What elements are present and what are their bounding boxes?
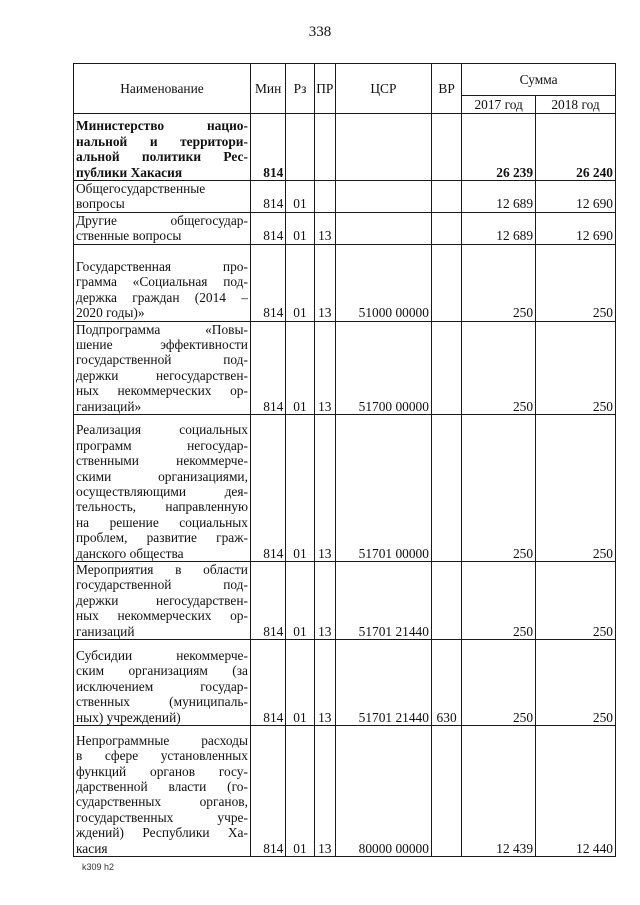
row-name: Реализация социальных программ негосудар- ственными некоммерче- скими организациями, осуществляющими дея- тельность, направленную на решение социальных проблем, развитие граж- данского общества bbox=[74, 415, 251, 562]
header-pr: ПР bbox=[314, 64, 335, 114]
row-min: 814 bbox=[250, 244, 285, 321]
row-sum-2018: 12 440 bbox=[536, 726, 616, 857]
row-csr: 80000 00000 bbox=[335, 726, 431, 857]
budget-table bbox=[73, 63, 616, 857]
row-rz: 01 bbox=[286, 562, 314, 640]
table-row bbox=[74, 244, 616, 321]
header-sum: Сумма bbox=[462, 64, 616, 96]
row-sum-2018: 12 690 bbox=[536, 212, 616, 244]
row-pr bbox=[314, 114, 335, 181]
row-name: Непрограммные расходы в сфере установленных функций органов госу- дарственной власти (го- сударственных органов, государственных учре- ждений) Республики Ха- касия bbox=[74, 726, 251, 857]
row-vr bbox=[431, 244, 461, 321]
row-min: 814 bbox=[250, 181, 285, 213]
header-year-2018: 2018 год bbox=[536, 96, 616, 114]
row-csr bbox=[335, 114, 431, 181]
row-vr bbox=[431, 114, 461, 181]
row-csr: 51701 21440 bbox=[335, 640, 431, 726]
footer-code: k309 h2 bbox=[82, 862, 115, 872]
row-sum-2017: 12 689 bbox=[462, 212, 536, 244]
row-min: 814 bbox=[250, 726, 285, 857]
row-name: Подпрограмма «Повы- шение эффективности государственной под- держки негосударствен- ных некоммерческих ор- ганизаций» bbox=[74, 321, 251, 414]
row-pr: 13 bbox=[314, 640, 335, 726]
row-sum-2017: 250 bbox=[462, 415, 536, 562]
table-body bbox=[74, 114, 616, 857]
row-pr: 13 bbox=[314, 212, 335, 244]
row-sum-2018: 26 240 bbox=[536, 114, 616, 181]
row-csr: 51000 00000 bbox=[335, 244, 431, 321]
row-vr bbox=[431, 321, 461, 414]
row-rz: 01 bbox=[286, 415, 314, 562]
row-sum-2017: 26 239 bbox=[462, 114, 536, 181]
header-year-2017: 2017 год bbox=[462, 96, 536, 114]
row-rz: 01 bbox=[286, 212, 314, 244]
header-vr: ВР bbox=[431, 64, 461, 114]
row-pr: 13 bbox=[314, 244, 335, 321]
table-row bbox=[74, 726, 616, 857]
row-vr bbox=[431, 562, 461, 640]
row-name: Субсидии некоммерче- ским организациям (за исключением государ- ственных (муниципаль- ных) учреждений) bbox=[74, 640, 251, 726]
row-sum-2018: 12 690 bbox=[536, 181, 616, 213]
row-name: Государственная про- грамма «Социальная под- держка граждан (2014 – 2020 годы)» bbox=[74, 244, 251, 321]
table-row bbox=[74, 321, 616, 414]
row-sum-2018: 250 bbox=[536, 415, 616, 562]
row-min: 814 bbox=[250, 640, 285, 726]
row-vr bbox=[431, 212, 461, 244]
row-name: Общегосударственные вопросы bbox=[74, 181, 251, 213]
row-vr bbox=[431, 726, 461, 857]
table-row bbox=[74, 181, 616, 213]
row-sum-2018: 250 bbox=[536, 562, 616, 640]
row-name: Мероприятия в области государственной под- держки негосударствен- ных некоммерческих ор- ганизаций bbox=[74, 562, 251, 640]
table-row bbox=[74, 212, 616, 244]
row-sum-2017: 250 bbox=[462, 321, 536, 414]
row-sum-2017: 250 bbox=[462, 562, 536, 640]
row-pr: 13 bbox=[314, 726, 335, 857]
row-rz bbox=[286, 114, 314, 181]
header-min: Мин bbox=[250, 64, 285, 114]
row-sum-2018: 250 bbox=[536, 321, 616, 414]
row-vr: 630 bbox=[431, 640, 461, 726]
row-min: 814 bbox=[250, 114, 285, 181]
row-rz: 01 bbox=[286, 244, 314, 321]
header-csr: ЦСР bbox=[335, 64, 431, 114]
row-name: Другие общегосудар- ственные вопросы bbox=[74, 212, 251, 244]
row-pr: 13 bbox=[314, 321, 335, 414]
row-min: 814 bbox=[250, 321, 285, 414]
row-min: 814 bbox=[250, 415, 285, 562]
row-pr: 13 bbox=[314, 562, 335, 640]
header-name: Наименование bbox=[74, 64, 251, 114]
table-row bbox=[74, 562, 616, 640]
table-row bbox=[74, 415, 616, 562]
row-min: 814 bbox=[250, 562, 285, 640]
row-csr bbox=[335, 181, 431, 213]
row-csr: 51700 00000 bbox=[335, 321, 431, 414]
row-sum-2018: 250 bbox=[536, 640, 616, 726]
row-sum-2017: 12 439 bbox=[462, 726, 536, 857]
row-csr bbox=[335, 212, 431, 244]
row-rz: 01 bbox=[286, 726, 314, 857]
row-csr: 51701 21440 bbox=[335, 562, 431, 640]
row-csr: 51701 00000 bbox=[335, 415, 431, 562]
row-sum-2017: 12 689 bbox=[462, 181, 536, 213]
row-sum-2017: 250 bbox=[462, 640, 536, 726]
row-pr bbox=[314, 181, 335, 213]
row-vr bbox=[431, 181, 461, 213]
table-row bbox=[74, 640, 616, 726]
row-rz: 01 bbox=[286, 181, 314, 213]
header-rz: Рз bbox=[286, 64, 314, 114]
row-rz: 01 bbox=[286, 640, 314, 726]
row-name: Министерство нацио- нальной и территори- альной политики Рес- публики Хакасия bbox=[74, 114, 251, 181]
row-min: 814 bbox=[250, 212, 285, 244]
row-vr bbox=[431, 415, 461, 562]
table-row bbox=[74, 114, 616, 181]
row-sum-2018: 250 bbox=[536, 244, 616, 321]
page-number: 338 bbox=[308, 24, 332, 40]
row-sum-2017: 250 bbox=[462, 244, 536, 321]
row-pr: 13 bbox=[314, 415, 335, 562]
row-rz: 01 bbox=[286, 321, 314, 414]
